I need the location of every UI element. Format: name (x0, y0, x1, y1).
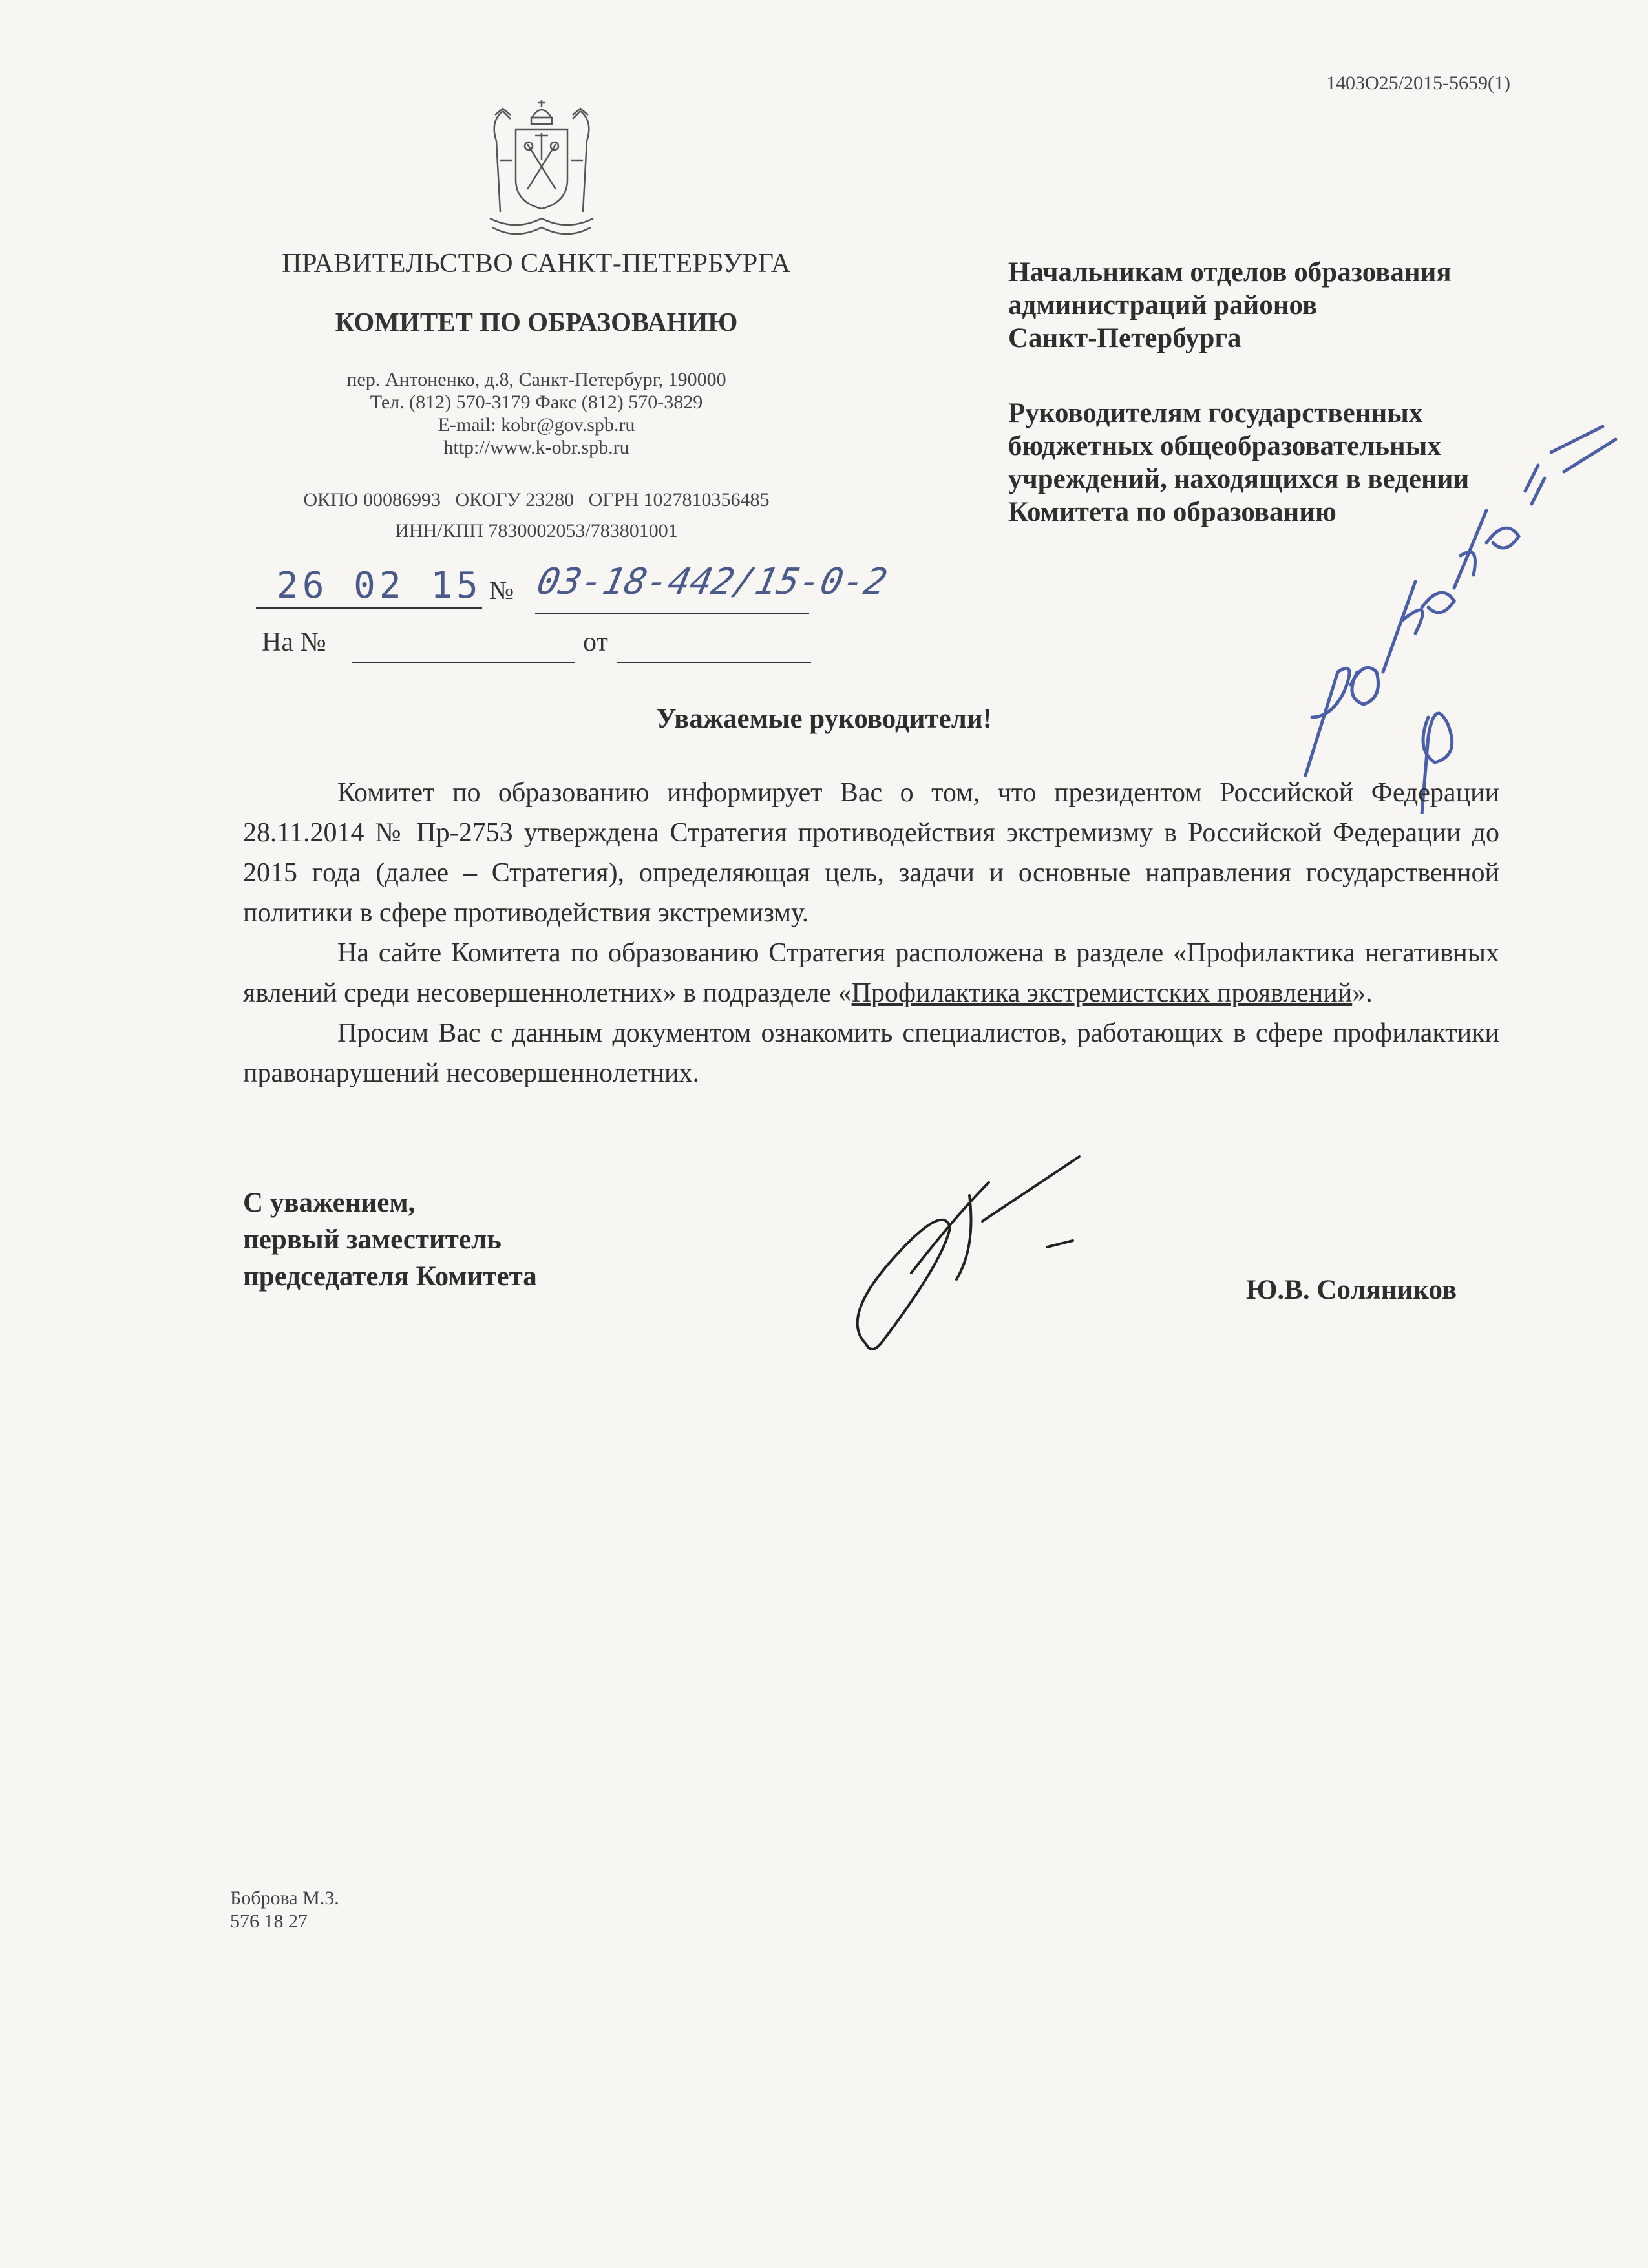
sender-address: пер. Антоненко, д.8, Санкт-Петербург, 190000 (346, 369, 726, 390)
addressee-line: Комитета по образованию (1008, 497, 1336, 527)
greeting: Уважаемые руководители! (656, 704, 992, 734)
sender-block (194, 248, 879, 547)
signer-name: Ю.В. Соляников (1246, 1275, 1457, 1305)
registration-number: 03-18-442/15-0-2 (533, 561, 891, 603)
executor-name: Боброва М.З. (230, 1887, 339, 1909)
addressee-line: Санкт-Петербурга (1008, 323, 1241, 353)
addressee-line: учреждений, находящихся в ведении (1008, 464, 1470, 494)
executor-block (230, 1887, 339, 1933)
letter-body (243, 773, 1499, 1093)
sender-codes (194, 485, 879, 547)
closing-line: первый заместитель (243, 1224, 502, 1255)
addressee-line: бюджетных общеобразовательных (1008, 431, 1441, 461)
sender-phone-fax: Тел. (812) 570-3179 Факс (812) 570-3829 (370, 392, 703, 413)
saint-petersburg-coat-of-arms-icon (477, 96, 606, 243)
handwritten-signature-icon (814, 1150, 1137, 1363)
closing-line: председателя Комитета (243, 1261, 537, 1292)
sender-email: E-mail: kobr@gov.spb.ru (438, 414, 635, 436)
paragraph-text: На сайте Комитета по образованию Стратегия расположена в разделе «Профилактика негативных явлений среди несовершеннолетних» в подразделе « (243, 938, 1499, 1008)
sender-website: http://www.k-obr.spb.ru (443, 437, 629, 458)
number-sign: № (489, 576, 514, 605)
section-link[interactable]: Профилактика экстремистских проявлений (851, 978, 1353, 1008)
reply-to-label: На № (262, 627, 326, 657)
body-paragraph: Просим Вас с данным документом ознакомить специалистов, работающих в сфере профилактики правонарушений несовершеннолетних. (243, 1018, 1499, 1088)
executor-phone: 576 18 27 (230, 1911, 308, 1932)
document-reference-number: 1403О25/2015-5659(1) (1326, 72, 1510, 94)
addressee-line: Руководителям государственных (1008, 398, 1423, 428)
paragraph-text: ». (1352, 978, 1373, 1008)
registry-codes: ОКПО 00086993 ОКОГУ 23280 ОГРН 1027810356485 (303, 489, 770, 510)
body-paragraph (243, 933, 1499, 1013)
reply-to-row (262, 627, 326, 658)
closing-block (243, 1184, 537, 1295)
addressee-line: Начальникам отделов образования (1008, 257, 1452, 288)
committee-name: КОМИТЕТ ПО ОБРАЗОВАНИЮ (335, 307, 738, 337)
government-name: ПРАВИТЕЛЬСТВО САНКТ-ПЕТЕРБУРГА (282, 249, 791, 278)
closing-line: С уважением, (243, 1188, 416, 1218)
inn-kpp: ИНН/КПП 7830002053/783801001 (395, 520, 678, 541)
sender-contacts (194, 368, 879, 459)
from-label: от (583, 627, 608, 657)
body-paragraph: Комитет по образованию информирует Вас о том, что президентом Российской Федерации 28.11.2014 № Пр-2753 утверждена Стратегия противодействия экстремизму в Российской Федерации до 2015 года (далее – Стратегия), определяющая цель, задачи и основные направления государственной политики в сфере противодействия экстремизму. (243, 778, 1499, 928)
handwritten-resolution-icon (1267, 414, 1648, 814)
registration-date: 26 02 15 (277, 565, 482, 607)
addressee-line: администраций районов (1008, 290, 1318, 320)
